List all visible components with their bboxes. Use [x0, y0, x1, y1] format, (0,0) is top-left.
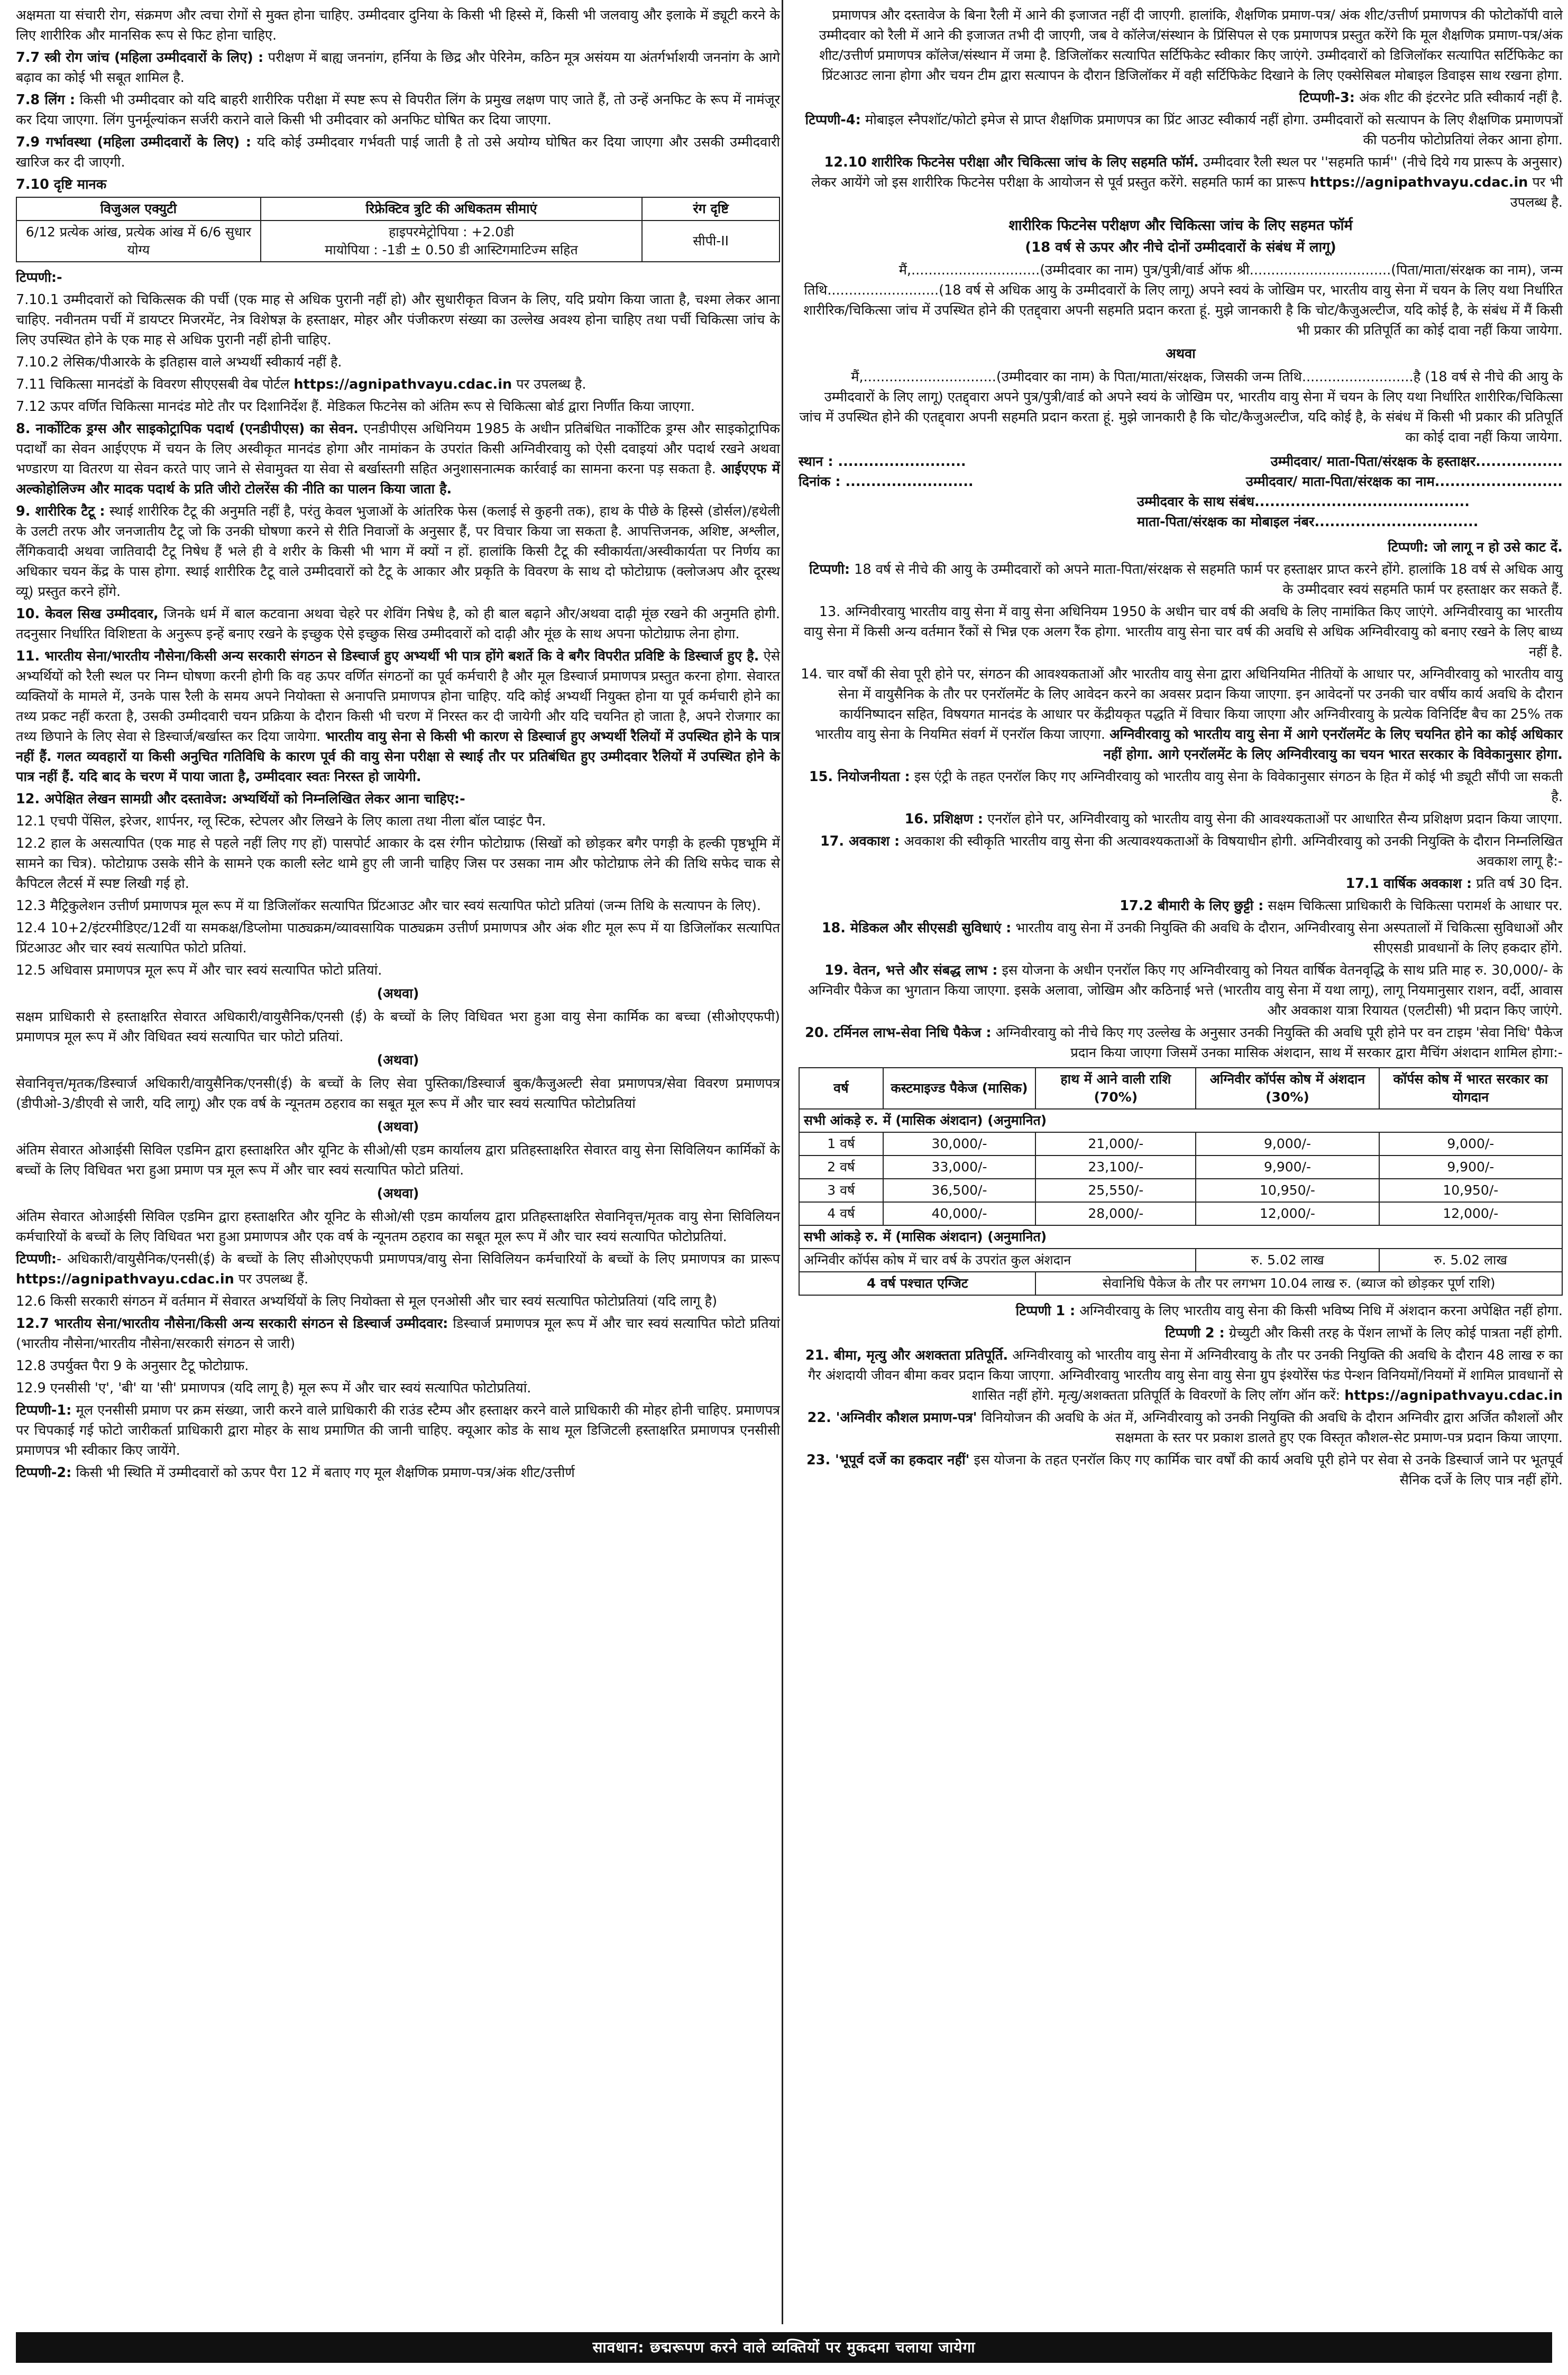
or-option-4: अंतिम सेवारत ओआईसी सिविल एडमिन द्वारा हस्ताक्षरित और यूनिट के सीओ/सी एडम कार्यालय द्वारा प्रतिहस्ताक्षरित सेवानिवृत्त/मृतक वायु सेना सिविलियन कर्मचारियों के बच्चों के लिए विधिवत भरा हुआ प्रमाणपत्र और एक वर्ष के न्यूनतम ठहराव का सबूत मूल रूप में और चार स्वयं सत्यापित फोटोप्रतियां. — [16, 1209, 780, 1245]
section-12-8: 12.8 उपर्युक्त पैरा 9 के अनुसार टैटू फोटोग्राफ. — [16, 1358, 249, 1374]
under-18-note: टिप्पणी: 18 वर्ष से नीचे की आयु के उम्मीदवारों को अपने माता-पिता/संरक्षक से सहमति फार्म पर हस्ताक्षर प्राप्त करने होंगे. हालांकि 18 वर्ष से अधिक आयु के उम्मीदवार स्वयं सहमति फार्म पर हस्ताक्षर कर सकते हैं. — [809, 562, 1563, 598]
portal-link[interactable]: https://agnipathvayu.cdac.in — [1344, 1388, 1563, 1404]
pay-subheader: सभी आंकड़े रु. में (मासिक अंशदान) (अनुमानित) — [799, 1225, 1562, 1249]
mobile-field: माता-पिता/संरक्षक का मोबाइल नंबर................................ — [1137, 514, 1479, 530]
table-row — [799, 1156, 1562, 1179]
signature-block — [799, 452, 1563, 532]
section-7-10-heading: 7.10 दृष्टि मानक — [16, 177, 107, 192]
name-field: उम्मीदवार/ माता-पिता/संरक्षक का नाम......................... — [1245, 474, 1563, 490]
vision-data-row — [16, 221, 780, 262]
pay-package: 30,000/- — [883, 1132, 1036, 1156]
relation-field: उम्मीदवार के साथ संबंध.......................................... — [1137, 494, 1470, 510]
section-12-5: 12.5 अधिवास प्रमाणपत्र मूल रूप में और चार स्वयं सत्यापित फोटो प्रतियां. — [16, 962, 382, 978]
pay-package: 36,500/- — [883, 1179, 1036, 1202]
pay-corpus: 9,900/- — [1196, 1156, 1379, 1179]
section-12-2: 12.2 हाल के असत्यापित (एक माह से पहले नहीं लिए गए हों) पासपोर्ट आकार के दस रंगीन फोटोग्राफ (सिखों को छोड़कर बगैर पगड़ी के हल्की पृष्ठभूमि में सामने का चित्र). फोटोग्राफ उसके सीने के सामने एक काली स्लेट थामे हुए ली जानी चाहिए जिस पर उसका नाम और फोटोग्राफ लेने की तिथि सफेद चाक से कैपिटल लैटर्स में स्पष्ट लिखी गई हो. — [16, 836, 780, 892]
section-17-1: 17.1 वार्षिक अवकाश : प्रति वर्ष 30 दिन. — [1345, 876, 1563, 892]
section-7-9: 7.9 गर्भावस्था (महिला उम्मीदवारों के लिए) : यदि कोई उम्मीदवार गर्भवती पाई जाती है तो उसे अयोग्य घोषित कर दिया जाएगा और उसकी उम्मीदवारी खारिज कर दी जाएगी. — [16, 134, 780, 170]
pay-exit-row — [799, 1272, 1562, 1295]
place-row — [799, 452, 1563, 472]
pay-total-label: अग्निवीर कॉर्पस कोष में चार वर्ष के उपरांत कुल अंशदान — [799, 1249, 1196, 1272]
pay-in-hand: 25,550/- — [1035, 1179, 1196, 1202]
pay-year: 4 वर्ष — [799, 1202, 883, 1225]
vision-refractive-value: हाइपरमेट्रोपिया : +2.0डी मायोपिया : -1डी ± 0.50 डी आस्टिगमाटिज्म सहित — [261, 221, 643, 262]
section-12-1: 12.1 एचपी पेंसिल, इरेजर, शार्पनर, ग्लू स्टिक, स्टेपलर और लिखने के लिए काला तथा नीला बॉल प्वाइंट पैन. — [16, 813, 546, 829]
section-17-2: 17.2 बीमारी के लिए छुट्टी : सक्षम चिकित्सा प्राधिकारी के चिकित्सा परामर्श के आधार पर. — [1120, 898, 1563, 914]
note-1: टिप्पणी-1: मूल एनसीसी प्रमाण पर क्रम संख्या, जारी करने वाले प्राधिकारी की राउंड स्टैम्प और हस्ताक्षर करने वाले प्राधिकारी की मोहर होनी चाहिए. प्रमाणपत्र पर चिपकाई गई फोटो जारीकर्ता प्राधिकारी द्वारा मोहर के साथ प्रमाणित की जानी चाहिए. क्यूआर कोड के साथ मूल डिजिटली हस्ताक्षरित प्रमाणपत्र एनसीसी प्रमाणपत्र भी स्वीकार किए जायेंगे. — [16, 1402, 780, 1459]
pay-govt: 10,950/- — [1379, 1179, 1562, 1202]
section-13: 13. अग्निवीरवायु भारतीय वायु सेना में वायु सेना अधिनियम 1950 के अधीन चार वर्ष की अवधि के लिए नामांकित किए जाएंगे. अग्निवीरवायु का भारतीय वायु सेना में किसी अन्य वर्तमान रैंकों से भिन्न एक अलग रैंक होगा. भारतीय वायु सेना चार वर्ष की अवधि से अधिक अग्निवीरवायु को बनाए रखने के लिए बाध्य नहीं है. — [804, 604, 1563, 660]
pay-header-in-hand: हाथ में आने वाली राशि (70%) — [1035, 1068, 1196, 1109]
date-row — [799, 472, 1563, 492]
section-12-heading: 12. अपेक्षित लेखन सामग्री और दस्तावेज: अभ्यर्थियों को निम्नलिखित लेकर आना चाहिए:- — [16, 791, 465, 807]
section-12-6: 12.6 किसी सरकारी संगठन में वर्तमान में सेवारत अभ्यर्थियों के लिए नियोक्ता से मूल एनओसी और चार स्वयं सत्यापित फोटोप्रतियां (यदि लागू है) — [16, 1294, 718, 1309]
note-7-11: 7.11 चिकित्सा मानदंडों के विवरण सीएएसबी वेब पोर्टल https://agnipathvayu.cdac.in पर उपलब्ध है. — [16, 377, 586, 392]
pay-govt: 9,000/- — [1379, 1132, 1562, 1156]
place-field: स्थान : ......................... — [799, 454, 966, 470]
vision-colour-value: सीपी-II — [642, 221, 780, 262]
pay-in-hand: 28,000/- — [1035, 1202, 1196, 1225]
table-row — [799, 1132, 1562, 1156]
or-option-3: अंतिम सेवारत ओआईसी सिविल एडमिन द्वारा हस्ताक्षरित और यूनिट के सीओ/सी एडम कार्यालय द्वारा प्रतिहस्ताक्षरित सेवारत वायु सेना सिविलियन कार्मिकों के बच्चों के लिए विधिवत भरा हुआ प्रमाण पत्र मूल रूप में और चार स्वयं सत्यापित फोटो प्रतियां. — [16, 1142, 780, 1178]
note-7-10-1: 7.10.1 उम्मीदवारों को चिकित्सक की पर्ची (एक माह से अधिक पुरानी नहीं हो) और सुधारीकृत विजन के लिए, यदि प्रयोग किया जाता है, चश्मा लेकर आना चाहिए. नवीनतम पर्ची में डायप्टर मिजरमेंट, नेत्र विशेषज्ञ के हस्ताक्षर, मोहर और पंजीकरण संख्या का उल्लेख अवश्य होना चाहिए तथा पर्ची चिकित्सा जांच के लिए उपस्थित होने के एक माह से अधिक पुरानी नहीं होनी चाहिए. — [16, 292, 780, 348]
pay-package: 40,000/- — [883, 1202, 1036, 1225]
pay-in-hand: 23,100/- — [1035, 1156, 1196, 1179]
portal-link[interactable]: https://agnipathvayu.cdac.in — [16, 1271, 234, 1287]
note-7-10-2: 7.10.2 लेसिक/पीआरके के इतिहास वाले अभ्यर्थी स्वीकार्य नहीं है. — [16, 354, 342, 370]
section-9: 9. शारीरिक टैटू : स्थाई शारीरिक टैटू की अनुमति नहीं है, परंतु केवल भुजाओं के आंतरिक फेस (कलाई से कुहनी तक), हाथ के पीछे के हिस्से (डोर्सल)/हथेली के उलटी तरफ और जनजातीय टैटू जो कि उनकी घोषणा करने से रीति निवाजों के अनुसार हैं, पर विचार किया जा सकता है. आपत्तिजनक, अशिष्ट, अश्लील, लैंगिकवादी अथवा जातिवादी टैटू निषेध हैं भले ही वे शरीर के किसी भी भाग में क्यों न हों. हालांकि किसी टैटू की स्वीकार्यता/अस्वीकार्यता पर निर्णय का अधिकार चयन केंद्र के पास होगा. स्थाई शारीरिक टैटू वाले उम्मीदवारों को टैटू के आकार और प्रकृति के विवरण के साथ दो फोटोग्राफ (क्लोजअप और दूरस्थ व्यू) प्रस्तुत करने होंगे. — [16, 503, 780, 600]
pay-total-row — [799, 1249, 1562, 1272]
pay-header-corpus: अग्निवीर कॉर्पस कोष में अंशदान (30%) — [1196, 1068, 1379, 1109]
vision-header-colour: रंग दृष्टि — [642, 197, 780, 221]
pay-total-govt: रु. 5.02 लाख — [1379, 1249, 1562, 1272]
section-17: 17. अवकाश : अवकाश की स्वीकृति भारतीय वायु सेना की अत्यावश्यकताओं के विषयाधीन होगी. अग्निवीरवायु को उनकी नियुक्ति के दौरान निम्नलिखित अवकाश लागू है:- — [820, 833, 1563, 869]
consent-form-title: शारीरिक फिटनेस परीक्षण और चिकित्सा जांच के लिए सहमत फॉर्म — [1008, 217, 1353, 234]
section-23: 23. 'भूपूर्व दर्जे का हकदार नहीं' इस योजना के तहत एनरॉल किए गए कार्मिक चार वर्षों की कार्य अवधि पूरी होने पर सेवा से उनके डिस्चार्ज जाने पर भूतपूर्व सैनिक दर्जे के लिए पात्र नहीं होंगे. — [806, 1452, 1563, 1488]
or-divider: (अथवा) — [377, 1052, 419, 1068]
section-8: 8. नार्कोटिक ड्रग्स और साइकोट्रापिक पदार्थ (एनडीपीएस) का सेवन. एनडीपीएस अधिनियम 1985 के अधीन प्रतिबंधित नार्कोटिक ड्रग्स और साइकोट्रापिक पदार्थों का सेवन आईएएफ में चयन के लिए अस्वीकृत मानदंड होगा और नामांकन के उपरांत किसी अग्निवीरवायु को ऐसी दवाइयां और पदार्थ रखने अथवा भण्डारण या वितरण या सेवन करते पाए जाने से सेवामुक्त या सेवा से बर्खास्तगी सहित अनुशासनात्मक कार्रवाई का सामना करना पड़ सकता है. आईएएफ में अल्कोहोलिज्म और मादक पदार्थ के प्रति जीरो टोलरेंस की नीति का पालन किया जाता है. — [16, 421, 780, 497]
pay-corpus: 10,950/- — [1196, 1179, 1379, 1202]
consent-form-or: अथवा — [1166, 346, 1196, 362]
section-18: 18. मेडिकल और सीएसडी सुविधाएं : भारतीय वायु सेना में उनकी नियुक्ति की अवधि के दौरान, अग्निवीरवायु सेना अस्पतालों में चिकित्सा सुविधाओं और सीएसडी प्रावधानों के लिए हकदार होंगे. — [821, 920, 1563, 956]
note-2-continued: प्रमाणपत्र और दस्तावेज के बिना रैली में आने की इजाजत नहीं दी जाएगी. हालांकि, शैक्षणिक प्रमाण-पत्र/ अंक शीट/उत्तीर्ण प्रमाणपत्र की फोटोकॉपी वाले उम्मीदवार को रैली में आने की इजाजत तभी दी जाएगी, जब वे कॉलेज/संस्थान के प्रिंसिपल से एक प्रमाणपत्र प्रस्तुत करेंगे कि मूल शैक्षणिक प्रमाण-पत्र/अंक शीट/उत्तीर्ण प्रमाणपत्र कॉलेज/संस्थान में जमा है. डिजिलॉकर सत्यापित सर्टिफिकेट स्वीकार किए जाएंगे. उम्मीदवारों को डिजिलॉकर सत्यापित सर्टिफिकेट का प्रिंटआउट लाना होगा और चयन टीम द्वारा सत्यापन के दौरान डिजिलॉकर में वही सर्टिफिकेट दिखाने के लिए एक्सेसिबल मोबाइल डिवाइस साथ रखना होगा. — [819, 7, 1563, 84]
seva-nidhi-table — [799, 1067, 1563, 1296]
or-divider: (अथवा) — [377, 986, 419, 1002]
section-16: 16. प्रशिक्षण : एनरॉल होने पर, अग्निवीरवायु को भारतीय वायु सेना की आवश्यकताओं पर आधारित सैन्य प्रशिक्षण प्रदान किया जाएगा. — [904, 811, 1563, 827]
pay-header-package: कस्टमाइज्ड पैकेज (मासिक) — [883, 1068, 1036, 1109]
vision-header-acuity: विजुअल एक्युटी — [16, 197, 261, 221]
table-row — [799, 1179, 1562, 1202]
pay-exit-value: सेवानिधि पैकेज के तौर पर लगभग 10.04 लाख रु. (ब्याज को छोड़कर पूर्ण राशि) — [1035, 1272, 1562, 1295]
date-field: दिनांक : ......................... — [799, 474, 974, 490]
strike-note: टिप्पणी: जो लागू न हो उसे काट दें. — [1388, 539, 1563, 555]
section-7-8: 7.8 लिंग : किसी भी उम्मीदवार को यदि बाहरी शारीरिक परीक्षा में स्पष्ट रूप से विपरीत लिंग के प्रमुख लक्षण पाए जाते हैं, तो उन्हें अनफिट के रूप में नामंजूर कर दिया जाएगा. लिंग पुनर्मूल्यांकन सर्जरी कराने वाले किसी भी उमीदवार को अनफिट घोषित कर दिया जाएगा. — [16, 92, 780, 128]
or-divider: (अथवा) — [377, 1119, 419, 1135]
section-12-9: 12.9 एनसीसी 'ए', 'बी' या 'सी' प्रमाणपत्र (यदि लागू है) मूल रूप में और चार स्वयं सत्यापित फोटोप्रतियां. — [16, 1380, 531, 1396]
note-coafp: टिप्पणी:- अधिकारी/वायुसैनिक/एनसी(ई) के बच्चों के लिए सीओएएफपी प्रमाणपत्र/वायु सेना सिविलियन कर्मचारियों के बच्चों के लिए प्रमाणपत्र का प्रारूप https://agnipathvayu.cdac.in पर उपलब्ध हैं. — [16, 1251, 780, 1287]
pay-subheader-row — [799, 1109, 1562, 1132]
section-20: 20. टर्मिनल लाभ-सेवा निधि पैकेज : अग्निवीरवायु को नीचे किए गए उल्लेख के अनुसार उनकी नियुक्ति की अवधि पूरी होने पर वन टाइम 'सेवा निधि' पैकेज प्रदान किया जाएगा जिसमें उनका मासिक अंशदान, साथ में सरकार द्वारा मैचिंग अंशदान शामिल होगा:- — [805, 1025, 1563, 1061]
section-14: 14. चार वर्षों की सेवा पूरी होने पर, संगठन की आवश्यकताओं और भारतीय वायु सेना द्वारा अधिनियमित नीतियों के आधार पर, अग्निवीरवायु को भारतीय वायु सेना में वायुसैनिक के तौर पर एनरॉलमेंट के लिए आवेदन करने का अवसर प्रदान किया जाएगा. इन आवेदनों पर उनकी चार वर्षीय कार्य अवधि के दौरान कार्यनिष्पादन सहित, विषयगत मानदंड के आधार पर केंद्रीयकृत पद्धति में विचार किया जाएगा और अग्निवीरवायु के प्रत्येक विनिर्दिष्ट बैच का 25% तक भारतीय वायु सेना के नियमित संवर्ग में एनरॉल किया जाएगा. अग्निवीरवायु को भारतीय वायु सेना में आगे एनरॉलमेंट के लिए चयनित होने का कोई अधिकार नहीं होगा. आगे एनरॉलमेंट के लिए अग्निवीरवायु का चयन भारत सरकार के विवेकानुसार होगा. — [801, 666, 1563, 763]
or-option-2: सेवानिवृत्त/मृतक/डिस्चार्ज अधिकारी/वायुसैनिक/एनसी(ई) के बच्चों के लिए सेवा पुस्तिका/डिस्चार्ज बुक/कैजुअल्टी सेवा प्रमाणपत्र/सेवा विवरण प्रमाणपत्र (डीपीओ-3/डीएवी से जारी, यदि लागू) और एक वर्ष के न्यूनतम ठहराव का सबूत मूल रूप में और चार स्वयं सत्यापित फोटोप्रतियां — [16, 1076, 780, 1112]
pay-year: 3 वर्ष — [799, 1179, 883, 1202]
pay-govt: 9,900/- — [1379, 1156, 1562, 1179]
consent-form-minor: मैं,...............................(उम्मीदवार का नाम) के पिता/माता/संरक्षक, जिसकी जन्म तिथि..........................है (18 वर्ष से नीचे की आयु के उम्मीदवारों के लिए लागू) एतद्द्वारा अपने पुत्र/पुत्री/वार्ड को अपने स्वयं के जोखिम पर, भारतीय वायु सेना में चयन के लिए यथा निर्धारित शारीरिक/चिकित्सा जांच में उपस्थित होने की एतद्द्वारा अपनी सहमति प्रदान करता हूं. मुझे जानकारी है कि चोट/कैजुअल्टीज, यदि कोई है, के संबंध में किसी भी प्रकार की प्रतिपूर्ति का कोई दावा नहीं किया जायेगा. — [799, 369, 1563, 445]
pay-note-2: टिप्पणी 2 : ग्रेच्युटी और किसी तरह के पेंशन लाभों के लिए कोई पात्रता नहीं होगी. — [1165, 1325, 1563, 1341]
section-21: 21. बीमा, मृत्यु और अशक्तता प्रतिपूर्ति. अग्निवीरवायु को भारतीय वायु सेना में अग्निवीरवायु के तौर पर उनकी नियुक्ति की अवधि के दौरान 48 लाख रु का गैर अंशदायी जीवन बीमा कवर प्रदान किया जाएगा. अग्निवीरवायु भारतीय वायु सेना वायु सेना ग्रुप इंश्योरेंस फंड पेन्शन विनियमों/नियमों में शामिल प्रावधानों से शासित नहीं होंगे. मृत्यु/अशक्तता प्रतिपूर्ति के विवरणों के लिए लॉग ऑन करें: https://agnipathvayu.cdac.in — [805, 1347, 1563, 1404]
vision-header-refractive: रिफ्रेक्टिव त्रुटि की अधिकतम सीमाएं — [261, 197, 643, 221]
section-19: 19. वेतन, भत्ते और संबद्ध लाभ : इस योजना के अधीन एनरॉल किए गए अग्निवीरवायु को नियत वार्षिक वेतनवृद्धि के साथ प्रति माह रु. 30,000/- के अग्निवीर पैकेज का भुगतान किया जाएगा. इसके अलावा, जोखिम और कठिनाई भत्ते (भारतीय वायु सेना में यथा लागू), लागू नियमानुसार राशन, वर्दी, आवास और अवकाश यात्रा रियायत (एलटीसी) भी प्रदान किए जाएंगे. — [808, 962, 1563, 1019]
vision-header-row — [16, 197, 780, 221]
pay-header-year: वर्ष — [799, 1068, 883, 1109]
or-option-1: सक्षम प्राधिकारी से हस्ताक्षरित सेवारत अधिकारी/वायुसैनिक/एनसी (ई) के बच्चों के लिए विधिवत भरा हुआ वायु सेना कार्मिक का बच्चा (सीओएएफपी) प्रमाणपत्र मूल रूप में और विधिवत स्वयं सत्यापित चार फोटो प्रतियां. — [16, 1009, 780, 1045]
section-7-7: 7.7 स्त्री रोग जांच (महिला उम्मीदवारों के लिए) : परीक्षण में बाह्य जननांग, हर्निया के छिद्र और पेरिनेम, कठिन मूत्र असंयम या अंतर्गर्भाशयी जननांग के आगे बढ़ाव का कोई भी सबूत शामिल है. — [16, 50, 780, 86]
pay-package: 33,000/- — [883, 1156, 1036, 1179]
pay-header-row — [799, 1068, 1562, 1109]
pay-subheader-row — [799, 1225, 1562, 1249]
pay-in-hand: 21,000/- — [1035, 1132, 1196, 1156]
section-15: 15. नियोजनीयता : इस एंट्री के तहत एनरॉल किए गए अग्निवीरवायु को भारतीय वायु सेना के विवेकानुसार संगठन के हित में कोई भी ड्यूटी सौंपी जा सकती है. — [809, 769, 1563, 805]
section-10: 10. केवल सिख उम्मीदवार, जिनके धर्म में बाल कटवाना अथवा चेहरे पर शेविंग निषेध है, को ही बाल बढ़ाने और/अथवा दाढ़ी मूंछ रखने की अनुमति होगी. तदनुसार निर्धारित विशिष्टता के अनुरूप इन्हें बनाए रखने के इच्छुक ऐसे इच्छुक सिख उम्मीदवारों को दाढ़ी और मूंछ के साथ अपना फोटोग्राफ लेना होगा. — [16, 606, 780, 642]
pay-header-govt: कॉर्पस कोष में भारत सरकार का योगदान — [1379, 1068, 1562, 1109]
section-22: 22. 'अग्निवीर कौशल प्रमाण-पत्र' विनियोजन की अवधि के अंत में, अग्निवीरवायु को उनकी नियुक्ति की अवधि के दौरान अग्निवीर द्वारा अर्जित कौशलों और सक्षमता के स्तर पर प्रकाश डालते हुए एक विस्तृत कौशल-सेट प्रमाण-पत्र प्रदान किया जाएगा. — [807, 1410, 1563, 1446]
column-divider — [782, 0, 783, 2324]
vision-acuity-value: 6/12 प्रत्येक आंख, प्रत्येक आंख में 6/6 सुधार योग्य — [16, 221, 261, 262]
note-2: टिप्पणी-2: किसी भी स्थिति में उम्मीदवारों को ऊपर पैरा 12 में बताए गए मूल शैक्षणिक प्रमाण-पत्र/अंक शीट/उत्तीर्ण — [16, 1465, 575, 1481]
section-12-10: 12.10 शारीरिक फिटनेस परीक्षा और चिकित्सा जांच के लिए सहमति फॉर्म. उम्मीदवार रैली स्थल पर ''सहमति फार्म'' (नीचे दिये गय प्रारूप के अनुसार) लेकर आयेंगे जो इस शारीरिक फिटनेस परीक्षा के आयोजन से पूर्व प्रस्तुत करेंगे. सहमति फार्म का प्रारूप https://agnipathvayu.cdac.in पर भी उपलब्ध है. — [811, 154, 1563, 210]
right-column — [799, 5, 1563, 1492]
pay-govt: 12,000/- — [1379, 1202, 1562, 1225]
section-12-7: 12.7 भारतीय सेना/भारतीय नौसेना/किसी अन्य सरकारी संगठन से डिस्चार्ज उम्मीदवार: डिस्चार्ज प्रमाणपत्र मूल रूप में और चार स्वयं सत्यापित फोटो प्रतियां (भारतीय नौसेना/भारतीय नौसेना/सरकारी संगठन से जारी) — [16, 1316, 780, 1352]
pay-corpus: 12,000/- — [1196, 1202, 1379, 1225]
pay-year: 2 वर्ष — [799, 1156, 883, 1179]
intro-paragraph: अक्षमता या संचारी रोग, संक्रमण और त्वचा रोगों से मुक्त होना चाहिए. उम्मीदवार दुनिया के किसी भी हिस्से में, किसी भी जलवायु और इलाके में ड्यूटी करने के लिए शारीरिक और मानसिक रूप से फिट होना चाहिए. — [16, 7, 780, 43]
portal-link[interactable]: https://agnipathvayu.cdac.in — [294, 377, 512, 392]
section-11: 11. भारतीय सेना/भारतीय नौसेना/किसी अन्य सरकारी संगठन से डिस्चार्ज हुए अभ्यर्थी भी पात्र होंगे बशर्ते कि वे बगैर विपरीत प्रविष्टि के डिस्चार्ज हुए है. ऐसे अभ्यर्थियों को रैली स्थल पर निम्न घोषणा करनी होगी कि वह ऊपर वर्णित संगठनों का पूर्व कर्मचारी है और मूल डिस्चार्ज प्रमाणपत्र प्रस्तुत करना होगा. सेवारत व्यक्तियों के मामले में, उनके पास रैली के समय अपने नियोक्ता से अनापत्ति प्रमाणपत्र होना चाहिए. यदि कोई अभ्यर्थी नियुक्त होना या पूर्व कर्मचारी होने का तथ्य प्रकट नहीं करता है, उसकी उम्मीदवारी चयन प्रक्रिया के दौरान किसी भी चरण में निरस्त कर दी जायेगी और यदि चयनित हो जाता है, अपने रोजगार का तथ्य छिपाने के लिए सेवा से डिस्चार्ज/बर्खास्त कर दिया जायेगा. भारतीय वायु सेना से किसी भी कारण से डिस्चार्ज हुए अभ्यर्थी रैलियों में उपस्थित होने के पात्र नहीं हैं. गलत व्यवहारों या किसी अनुचित गतिविधि के कारण पूर्व की वायु सेना परीक्षा से स्थाई तौर पर प्रतिबंधित हुए उम्मीदवार रैलियों में उपस्थित होने के पात्र नहीं हैं. यदि बाद के चरण में पाया जाता है, उम्मीदवार स्वतः निरस्त हो जायेगी. — [16, 648, 780, 785]
pay-corpus: 9,000/- — [1196, 1132, 1379, 1156]
consent-form-subtitle: (18 वर्ष से ऊपर और नीचे दोनों उम्मीदवारों के संबंध में लागू) — [1025, 240, 1336, 255]
table-row — [799, 1202, 1562, 1225]
warning-banner: सावधान: छद्मरूपण करने वाले व्यक्तियों पर मुकदमा चलाया जायेगा — [16, 2332, 1552, 2363]
portal-link[interactable]: https://agnipathvayu.cdac.in — [1309, 175, 1528, 190]
or-divider: (अथवा) — [377, 1186, 419, 1202]
pay-total-corpus: रु. 5.02 लाख — [1196, 1249, 1379, 1272]
section-12-4: 12.4 10+2/इंटरमीडिएट/12वीं या समकक्ष/डिप्लोमा पाठ्यक्रम/व्यावसायिक पाठ्यक्रम उत्तीर्ण प्रमाणपत्र और अंक शीट मूल रूप में या डिजिलॉकर सत्यापित प्रिंटआउट और चार स्वयं सत्यापित फोटो प्रतियां. — [16, 920, 780, 956]
consent-form-adult: मैं,..............................(उम्मीदवार का नाम) पुत्र/पुत्री/वार्ड ऑफ श्री.................................(पिता/माता/संरक्षक का नाम), जन्म तिथि..........................(18 वर्ष से अधिक आयु के उम्मीदवारों के लिए लागू) अपने स्वयं के जोखिम पर, भारतीय वायु सेना में चयन के लिए यथा निर्धारित शारीरिक/चिकित्सा जांच में उपस्थित होने की एतद्द्वारा अपनी सहमति प्रदान करता हूं. मुझे जानकारी है कि चोट/कैजुअल्टीज, यदि कोई है, के संबंध में मैं किसी भी प्रकार की प्रतिपूर्ति का कोई दावा नहीं किया जायेगा. — [803, 262, 1563, 338]
signature-field: उम्मीदवार/ माता-पिता/संरक्षक के हस्ताक्षर................. — [1270, 454, 1563, 470]
pay-note-1: टिप्पणी 1 : अग्निवीरवायु के लिए भारतीय वायु सेना की किसी भविष्य निधि में अंशदान करना अपेक्षित नहीं होगा. — [1015, 1303, 1563, 1319]
left-column — [16, 5, 780, 1485]
pay-exit-label: 4 वर्ष पश्चात एग्जिट — [799, 1272, 1035, 1295]
note-3: टिप्पणी-3: अंक शीट की इंटरनेट प्रति स्वीकार्य नहीं है. — [1299, 90, 1563, 106]
note-4: टिप्पणी-4: मोबाइल स्नैपशॉट/फोटो इमेज से प्राप्त शैक्षणिक प्रमाणपत्र का प्रिंट आउट स्वीकार्य नहीं होगा. उम्मीदवारों को सत्यापन के लिए शैक्षणिक प्रमाणपत्रों की पठनीय फोटोप्रतियां लेकर आना होगा. — [805, 112, 1563, 148]
section-12-3: 12.3 मैट्रिकुलेशन उत्तीर्ण प्रमाणपत्र मूल रूप में या डिजिलॉकर सत्यापित प्रिंटआउट और चार स्वयं सत्यापित फोटो प्रतियां (जन्म तिथि के सत्यापन के लिए). — [16, 898, 762, 914]
vision-standards-table — [16, 197, 780, 262]
note-heading: टिप्पणी:- — [16, 270, 62, 286]
pay-subheader: सभी आंकड़े रु. में (मासिक अंशदान) (अनुमानित) — [799, 1109, 1562, 1132]
note-7-12: 7.12 ऊपर वर्णित चिकित्सा मानदंड मोटे तौर पर दिशानिर्देश हैं. मेडिकल फिटनेस को अंतिम रूप से चिकित्सा बोर्ड द्वारा निर्णीत किया जाएगा. — [16, 399, 695, 415]
pay-year: 1 वर्ष — [799, 1132, 883, 1156]
